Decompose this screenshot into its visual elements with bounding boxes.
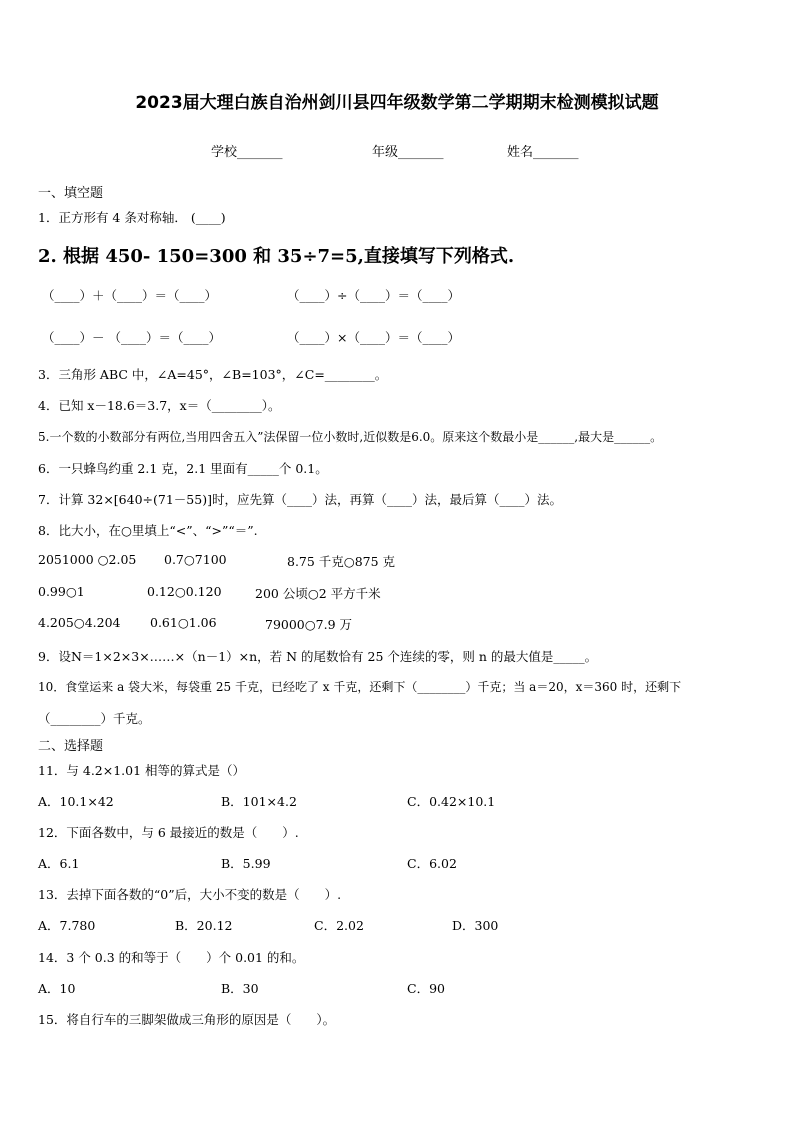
question-7: 7．计算 32×[640÷(71－55)]时，应先算（____）法，再算（____）法，最后算（____）法。 — [38, 492, 562, 507]
question-6: 6．一只蜂鸟约重 2.1 克，2.1 里面有_____个 0.1。 — [38, 461, 328, 476]
q2-addition-row: （____）＋（____）＝（____） — [42, 288, 218, 303]
option-a: A．10.1×42 — [38, 794, 114, 809]
compare-item: 0.12○0.120 — [147, 584, 222, 599]
option-c: C．90 — [407, 981, 445, 996]
compare-item: 79000○7.9 万 — [265, 617, 353, 632]
option-d: D．300 — [452, 918, 499, 933]
option-a: A．10 — [38, 981, 76, 996]
grade-field: 年级_______ — [372, 145, 444, 160]
question-5: 5.一个数的小数部分有两位,当用四舍五入”法保留一位小数时,近似数是6.0。原来这个数最小是______,最大是______。 — [38, 430, 663, 444]
compare-item: 0.61○1.06 — [150, 615, 217, 630]
question-9: 9．设N＝1×2×3×……×（n－1）×n，若 N 的尾数恰有 25 个连续的零，则 n 的最大值是_____。 — [38, 649, 598, 664]
question-14: 14．3 个 0.3 的和等于（ ）个 0.01 的和。 — [38, 950, 305, 965]
compare-item: 0.99○1 — [38, 584, 85, 599]
option-c: C．6.02 — [407, 856, 457, 871]
compare-item: 200 公顷○2 平方千米 — [255, 586, 381, 601]
option-c: C．2.02 — [314, 918, 364, 933]
question-11: 11．与 4.2×1.01 相等的算式是（） — [38, 763, 246, 778]
question-10: 10．食堂运来 a 袋大米，每袋重 25 千克，已经吃了 x 千克，还剩下（________）千克；当 a＝20，x＝360 时，还剩下 — [38, 680, 682, 694]
compare-item: 8.75 千克○875 克 — [287, 554, 396, 569]
question-10-continued: （________）千克。 — [38, 711, 151, 726]
compare-item: 0.7○7100 — [164, 552, 227, 567]
option-b: B．5.99 — [221, 856, 271, 871]
school-field: 学校_______ — [211, 145, 283, 160]
option-a: A．6.1 — [38, 856, 80, 871]
option-b: B．30 — [221, 981, 259, 996]
question-8: 8．比大小，在○里填上“<”、“>”“＝”. — [38, 523, 258, 538]
name-field: 姓名_______ — [507, 145, 579, 160]
question-4: 4．已知 x－18.6＝3.7，x＝（________）。 — [38, 398, 281, 413]
option-b: B．101×4.2 — [221, 794, 297, 809]
compare-item: 2051000 ○2.05 — [38, 552, 137, 567]
q2-subtraction-row: （____）－ （____）＝（____） — [42, 330, 221, 345]
question-15: 15．将自行车的三脚架做成三角形的原因是（ ）。 — [38, 1012, 336, 1027]
q2-division-row: （____）÷（____）＝（____） — [287, 288, 460, 303]
question-1: 1．正方形有 4 条对称轴． (____) — [38, 210, 226, 225]
question-3: 3．三角形 ABC 中，∠A=45°，∠B=103°，∠C=________。 — [38, 367, 388, 382]
option-c: C．0.42×10.1 — [407, 794, 496, 809]
question-12: 12．下面各数中，与 6 最接近的数是（ ）. — [38, 825, 299, 840]
option-b: B．20.12 — [175, 918, 233, 933]
section-multiple-choice: 二、选择题 — [38, 739, 104, 754]
question-2: 2. 根据 450- 150=300 和 35÷7=5,直接填写下列格式. — [38, 246, 515, 267]
q2-multiplication-row: （____）×（____）＝（____） — [287, 330, 460, 345]
option-a: A．7.780 — [38, 918, 96, 933]
question-13: 13．去掉下面各数的“0”后，大小不变的数是（ ）. — [38, 887, 342, 902]
compare-item: 4.205○4.204 — [38, 615, 121, 630]
page-title: 2023届大理白族自治州剑川县四年级数学第二学期期末检测模拟试题 — [135, 93, 659, 113]
section-fill-in: 一、填空题 — [38, 186, 104, 201]
